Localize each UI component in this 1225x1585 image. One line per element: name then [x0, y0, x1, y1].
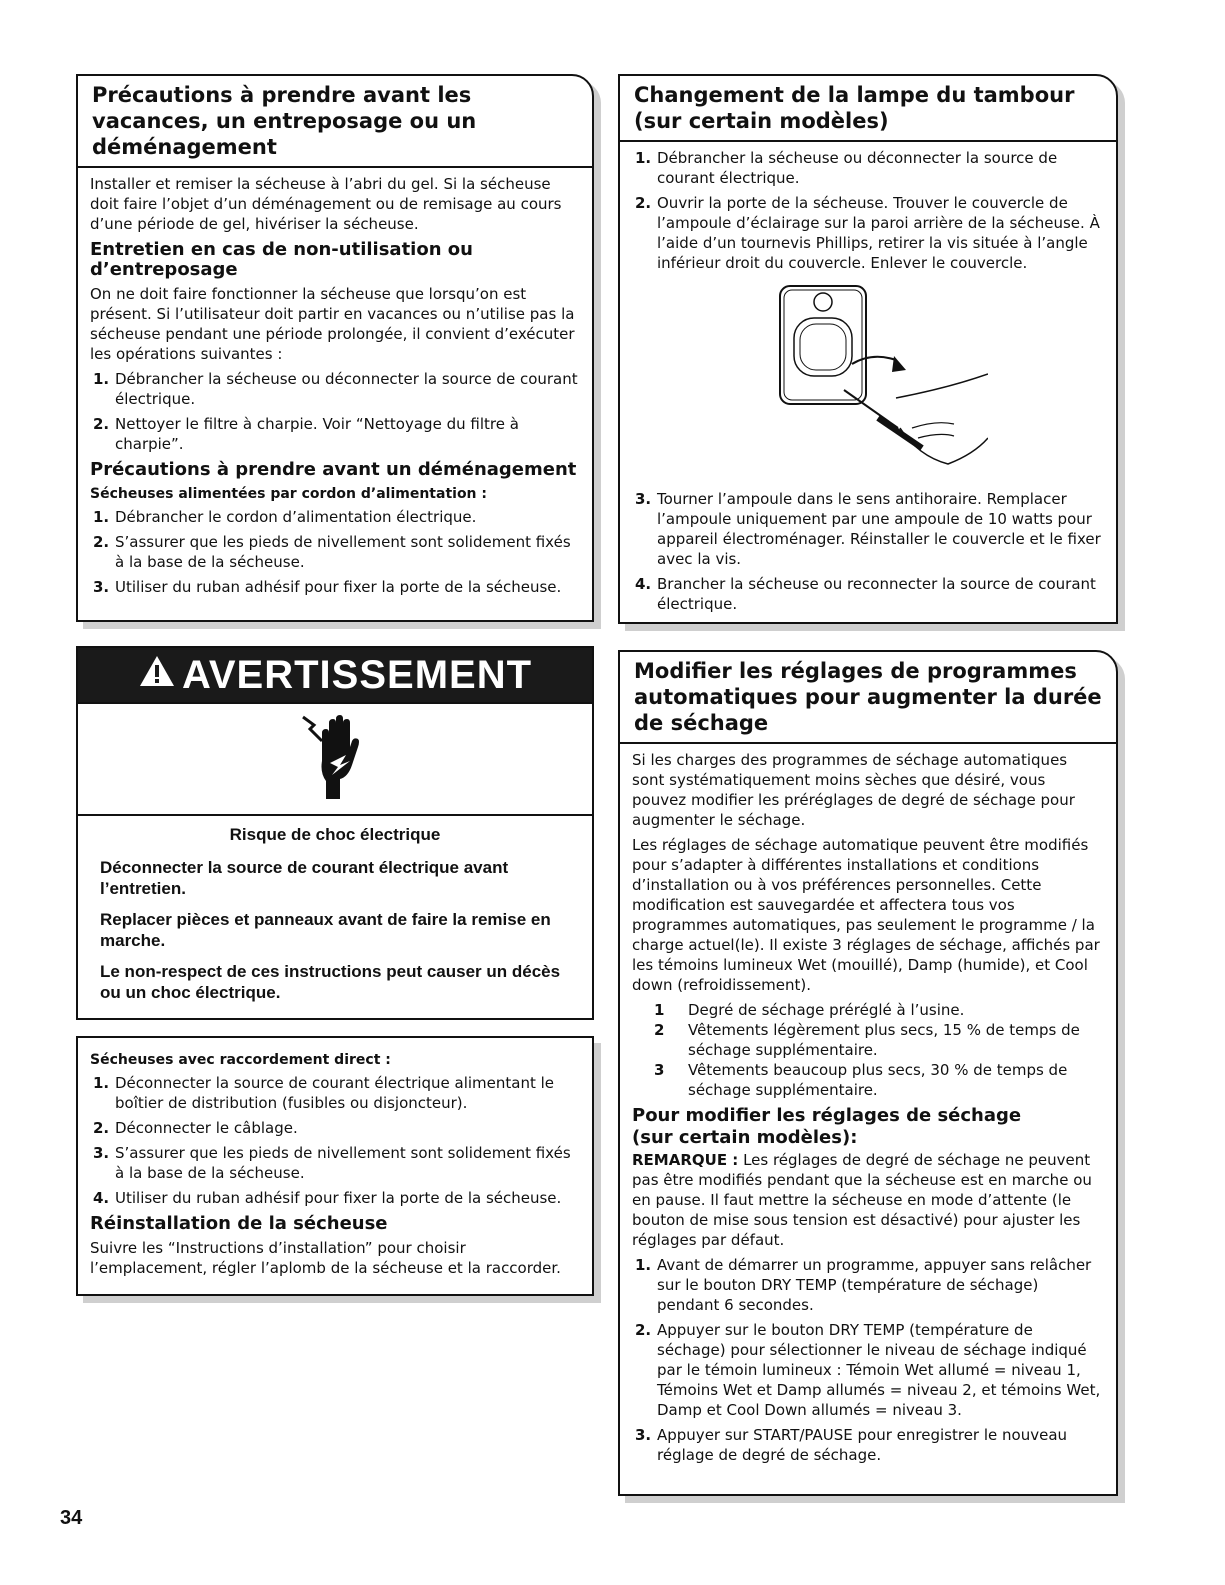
step-number: 3.	[635, 490, 652, 508]
list-item	[632, 1000, 1104, 1020]
tier-text: Degré de séchage préréglé à l’usine.	[688, 1001, 965, 1019]
step-number: 4.	[93, 1189, 110, 1207]
tier-list	[632, 1000, 1104, 1100]
step-text: Avant de démarrer un programme, appuyer sans relâcher sur le bouton DRY TEMP (température de séchage) pendant 6 secondes.	[657, 1256, 1092, 1314]
direct-section	[76, 1036, 594, 1296]
list-item	[632, 1320, 1104, 1420]
section-header	[620, 76, 1116, 142]
step-text: Brancher la sécheuse ou reconnecter la source de courant électrique.	[657, 575, 1096, 613]
list-item	[632, 1255, 1104, 1315]
step-text: Déconnecter le câblage.	[115, 1119, 298, 1137]
section-header	[78, 76, 592, 168]
section-title: Précautions à prendre avant les vacances, un entreposage ou un déménagement	[92, 83, 477, 159]
step-text: Débrancher la sécheuse ou déconnecter la source de courant électrique.	[115, 370, 578, 408]
tier-number: 3	[654, 1061, 665, 1079]
warning-banner-label: AVERTISSEMENT	[181, 652, 533, 697]
reglages-section	[618, 650, 1118, 1496]
step-number: 3.	[93, 1144, 110, 1162]
tier-number: 1	[654, 1001, 665, 1019]
section-body	[78, 1038, 592, 1289]
direct-steps	[90, 1073, 580, 1208]
list-item	[90, 1118, 580, 1138]
modifier-heading: Pour modifier les réglages de séchage	[632, 1105, 1022, 1126]
list-item	[632, 1425, 1104, 1465]
warning-text	[78, 816, 592, 1003]
step-text: Nettoyer le filtre à charpie. Voir “Nettoyage du filtre à charpie”.	[115, 415, 519, 453]
list-item	[90, 369, 580, 409]
step-text: Appuyer sur START/PAUSE pour enregistrer le nouveau réglage de degré de séchage.	[657, 1426, 1068, 1464]
list-item	[90, 532, 580, 572]
warning-line: Le non-respect de ces instructions peut causer un décès ou un choc électrique.	[100, 962, 561, 1002]
step-text: Tourner l’ampoule dans le sens antihoraire. Remplacer l’ampoule uniquement par une ampoule de 10 watts pour appareil électroménager. Réinstaller le couvercle et le fixer avec la vis.	[657, 490, 1101, 568]
reglages-steps	[632, 1255, 1104, 1465]
electric-shock-hand-icon	[300, 711, 370, 807]
list-item	[632, 489, 1104, 569]
cordon-heading: Sécheuses alimentées par cordon d’alimentation :	[90, 486, 487, 502]
list-item	[90, 1143, 580, 1183]
section-body	[620, 744, 1116, 1476]
section-body	[78, 168, 592, 608]
lamp-cover-illustration-icon	[748, 278, 988, 483]
step-number: 1.	[635, 1256, 652, 1274]
cordon-steps	[90, 507, 580, 597]
step-number: 1.	[93, 1074, 110, 1092]
entretien-steps	[90, 369, 580, 454]
note-text: Les réglages de degré de séchage ne peuvent pas être modifiés pendant que la sécheuse est en marche ou en pause. Il faut mettre la sécheuse en mode d’attente (le bouton de mise sous tension est désactivé) pour ajuster les réglages par défaut.	[632, 1151, 1092, 1249]
page-number: 34	[60, 1507, 83, 1529]
intro-text: Installer et remiser la sécheuse à l’abri du gel. Si la sécheuse doit faire l’objet d’un déménagement ou de remisage au cours d’une période de gel, hivériser la sécheuse.	[90, 175, 562, 233]
warning-line: Déconnecter la source de courant électrique avant l’entretien.	[100, 858, 509, 898]
list-item	[90, 1188, 580, 1208]
reinstall-heading: Réinstallation de la sécheuse	[90, 1213, 388, 1234]
section-title: Modifier les réglages de programmes automatiques pour augmenter la durée de séchage	[634, 659, 1102, 735]
entretien-text: On ne doit faire fonctionner la sécheuse que lorsqu’on est présent. Si l’utilisateur doit partir en vacances ou n’utilise pas la sécheuse pendant une période prolongée, il convient d’exécuter les opérations suivantes :	[90, 285, 575, 363]
list-item	[632, 1060, 1104, 1100]
step-text: Utiliser du ruban adhésif pour fixer la porte de la sécheuse.	[115, 1189, 562, 1207]
step-number: 2.	[635, 194, 652, 212]
section-title: Changement de la lampe du tambour (sur certain modèles)	[634, 83, 1075, 133]
step-number: 2.	[93, 1119, 110, 1137]
note-paragraph	[632, 1150, 1104, 1250]
step-text: Déconnecter la source de courant électrique alimentant le boîtier de distribution (fusibles ou disjoncteur).	[115, 1074, 555, 1112]
section-header	[620, 652, 1116, 744]
list-item	[632, 574, 1104, 614]
warning-icon-area	[78, 704, 592, 816]
step-number: 3.	[635, 1426, 652, 1444]
list-item	[90, 414, 580, 454]
step-number: 2.	[93, 533, 110, 551]
modifier-subheading: (sur certain modèles):	[632, 1127, 858, 1148]
section-body	[620, 142, 1116, 625]
step-text: Utiliser du ruban adhésif pour fixer la porte de la sécheuse.	[115, 578, 562, 596]
step-number: 2.	[635, 1321, 652, 1339]
list-item	[632, 193, 1104, 273]
reinstall-text: Suivre les “Instructions d’installation” pour choisir l’emplacement, régler l’aplomb de la sécheuse et la raccorder.	[90, 1239, 561, 1277]
tier-text: Vêtements légèrement plus secs, 15 % de temps de séchage supplémentaire.	[688, 1021, 1080, 1059]
lampe-steps-b	[632, 489, 1104, 614]
direct-heading: Sécheuses avec raccordement direct :	[90, 1052, 391, 1068]
lamp-illustration-wrap	[632, 278, 1104, 483]
vacances-section	[76, 74, 594, 622]
note-label: REMARQUE :	[632, 1151, 739, 1169]
lampe-section	[618, 74, 1118, 624]
reglages-intro: Si les charges des programmes de séchage automatiques sont systématiquement moins sèches que désiré, vous pouvez modifier les préréglages de degré de séchage pour augmenter le séchage.	[632, 751, 1075, 829]
step-number: 3.	[93, 578, 110, 596]
step-text: Appuyer sur le bouton DRY TEMP (température de séchage) pour sélectionner le niveau de séchage indiqué par le témoin lumineux : Témoin Wet allumé = niveau 1, Témoins Wet et Damp allumés = niveau 2, et témoins Wet, Damp et Cool Down allumés = niveau 3.	[657, 1321, 1101, 1419]
tier-number: 2	[654, 1021, 665, 1039]
warning-banner	[78, 648, 592, 704]
step-text: S’assurer que les pieds de nivellement sont solidement fixés à la base de la sécheuse.	[115, 1144, 571, 1182]
step-text: Ouvrir la porte de la sécheuse. Trouver le couvercle de l’ampoule d’éclairage sur la paroi arrière de la sécheuse. À l’aide d’un tournevis Phillips, retirer la vis située à l’angle inférieur droit du couvercle. Enlever le couvercle.	[657, 194, 1100, 272]
list-item	[632, 148, 1104, 188]
step-text: Débrancher la sécheuse ou déconnecter la source de courant électrique.	[657, 149, 1058, 187]
warning-risk: Risque de choc électrique	[229, 825, 441, 844]
warning-triangle-icon	[138, 653, 176, 698]
reglages-detail: Les réglages de séchage automatique peuvent être modifiés pour s’adapter à différentes installations et conditions d’installation ou à vos préférences personnelles. Cette modification est sauvegardée et affectera tous vos programmes automatiques, pas seulement le programme / la charge actuel(le). Il existe 3 réglages de séchage, affichés par les témoins lumineux Wet (mouillé), Damp (humide), et Cool down (refroidissement).	[632, 836, 1100, 994]
step-text: Débrancher le cordon d’alimentation électrique.	[115, 508, 477, 526]
entretien-heading: Entretien en cas de non-utilisation ou d’entreposage	[90, 239, 473, 280]
step-number: 1.	[93, 508, 110, 526]
step-number: 1.	[635, 149, 652, 167]
step-number: 4.	[635, 575, 652, 593]
step-text: S’assurer que les pieds de nivellement sont solidement fixés à la base de la sécheuse.	[115, 533, 571, 571]
demenagement-heading: Précautions à prendre avant un déménagement	[90, 459, 577, 480]
warning-line: Replacer pièces et panneaux avant de faire la remise en marche.	[100, 910, 551, 950]
lampe-steps-a	[632, 148, 1104, 273]
list-item	[90, 1073, 580, 1113]
list-item	[632, 1020, 1104, 1060]
tier-text: Vêtements beaucoup plus secs, 30 % de temps de séchage supplémentaire.	[688, 1061, 1068, 1099]
list-item	[90, 507, 580, 527]
step-number: 2.	[93, 415, 110, 433]
step-number: 1.	[93, 370, 110, 388]
list-item	[90, 577, 580, 597]
warning-box	[76, 646, 594, 1020]
